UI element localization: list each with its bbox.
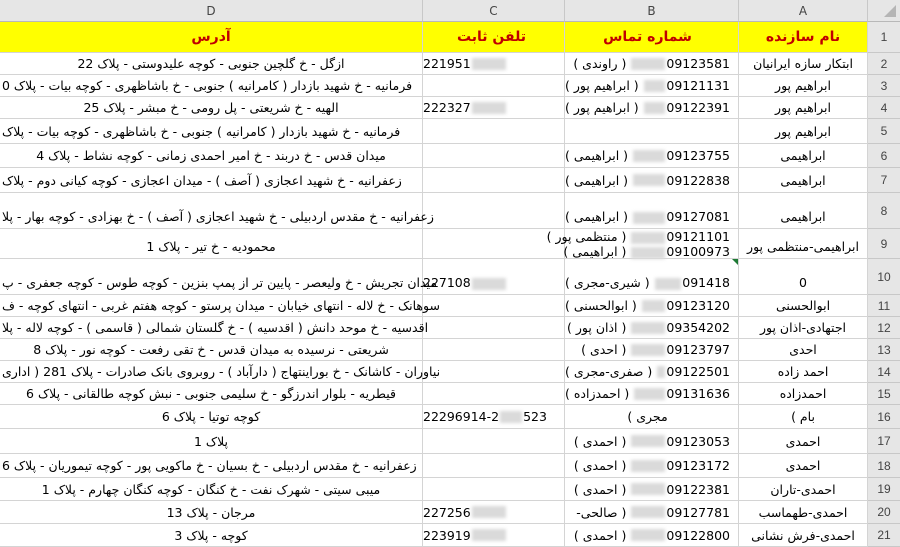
contact-number: 09100973 bbox=[666, 244, 730, 259]
phone-cell[interactable] bbox=[423, 144, 565, 168]
address-cell[interactable]: کوچه توتیا - پلاک 6 bbox=[0, 405, 423, 429]
contact-number: 09123797 bbox=[666, 342, 730, 357]
header-phone[interactable]: تلفن ثابت bbox=[423, 22, 565, 53]
address-cell[interactable]: پلاک 1 bbox=[0, 429, 423, 454]
contact-cell[interactable] bbox=[565, 501, 739, 524]
contact-cell[interactable] bbox=[565, 524, 739, 547]
contact-number: 09121131 bbox=[666, 78, 730, 93]
phone-cell[interactable] bbox=[423, 75, 565, 97]
row-number[interactable]: 14 bbox=[868, 361, 900, 383]
header-address[interactable]: آدرس bbox=[0, 22, 423, 53]
contact-cell[interactable] bbox=[565, 454, 739, 478]
phone-cell[interactable] bbox=[423, 478, 565, 501]
row-number[interactable]: 7 bbox=[868, 168, 900, 193]
phone-cell[interactable] bbox=[423, 429, 565, 454]
redacted-blur bbox=[631, 232, 665, 244]
address-cell[interactable]: سوهانک - خ لاله - انتهای خیابان - میدان پرستو - کوچه هفتم غربی - انتهای کوچه - ف bbox=[0, 295, 423, 317]
column-header-b[interactable] bbox=[565, 0, 739, 22]
column-letter: D bbox=[206, 3, 216, 18]
contact-number: 09123053 bbox=[666, 433, 730, 449]
table-row bbox=[0, 53, 900, 75]
redacted-blur bbox=[631, 529, 665, 541]
contact-cell[interactable] bbox=[565, 144, 739, 168]
maker-cell[interactable]: ابراهیم پور bbox=[739, 119, 868, 144]
redacted-blur bbox=[633, 150, 665, 162]
contact-number: 09122391 bbox=[666, 100, 730, 115]
redacted-blur bbox=[634, 388, 665, 400]
contact-cell[interactable] bbox=[565, 429, 739, 454]
redacted-blur bbox=[655, 278, 682, 290]
table-row bbox=[0, 119, 900, 144]
contact-cell[interactable] bbox=[565, 361, 739, 383]
contact-cell[interactable] bbox=[565, 53, 739, 75]
table-row bbox=[0, 295, 900, 317]
redacted-blur bbox=[631, 506, 665, 518]
phone-cell[interactable] bbox=[423, 295, 565, 317]
contact-cell[interactable] bbox=[565, 405, 739, 429]
row-number[interactable]: 13 bbox=[868, 339, 900, 361]
contact-cell[interactable] bbox=[565, 317, 739, 339]
contact-name: ( ابراهیمی ) bbox=[565, 148, 629, 163]
table-row bbox=[0, 259, 900, 295]
select-all-icon bbox=[884, 5, 896, 17]
maker-cell[interactable]: بام ) bbox=[739, 405, 868, 429]
contact-cell[interactable] bbox=[565, 168, 739, 193]
maker-cell[interactable]: ابراهیمی-منتظمی پور bbox=[739, 229, 868, 259]
header-maker[interactable]: نام سازنده bbox=[739, 22, 868, 53]
address-cell[interactable]: شریعتی - نرسیده به میدان قدس - خ تقی رفعت - کوچه نور - پلاک 8 bbox=[0, 339, 423, 361]
row-number[interactable]: 9 bbox=[868, 229, 900, 259]
contact-name: ( ابراهیمی ) bbox=[563, 244, 627, 259]
contact-cell[interactable] bbox=[565, 295, 739, 317]
redacted-blur bbox=[633, 174, 665, 186]
address-cell[interactable]: مرجان - پلاک 13 bbox=[0, 501, 423, 524]
maker-cell[interactable]: ابراهیم پور bbox=[739, 75, 868, 97]
contact-number: 09122501 bbox=[666, 364, 730, 379]
contact-name: مجری ) bbox=[627, 409, 668, 424]
row-number[interactable]: 10 bbox=[868, 259, 900, 295]
address-cell[interactable]: اقدسیه - خ موحد دانش ( اقدسیه ) - خ گلستان شمالی ( قاسمی ) - کوچه لاله - پلا bbox=[0, 317, 423, 339]
table-row bbox=[0, 478, 900, 501]
contact-number: 09123120 bbox=[666, 298, 730, 313]
redacted-blur bbox=[633, 212, 665, 224]
header-contact[interactable]: شماره تماس bbox=[565, 22, 739, 53]
contact-name: ( احمدی ) bbox=[573, 433, 627, 449]
contact-cell[interactable] bbox=[565, 193, 739, 229]
table-row bbox=[0, 168, 900, 193]
select-all-button[interactable] bbox=[868, 0, 900, 22]
address-cell[interactable]: میبی سیتی - شهرک نفت - خ کنگان - کوچه کنگان چهارم - پلاک 1 bbox=[0, 478, 423, 501]
maker-cell[interactable]: احمد زاده bbox=[739, 361, 868, 383]
row-number[interactable]: 2 bbox=[868, 53, 900, 75]
table-row bbox=[0, 317, 900, 339]
contact-cell[interactable] bbox=[546, 229, 739, 259]
table-row bbox=[0, 383, 900, 405]
contact-number: 09127081 bbox=[666, 209, 730, 224]
contact-name: ( اذان پور ) bbox=[567, 320, 627, 335]
phone-value: 22296914-2 bbox=[423, 409, 500, 424]
row-number[interactable]: 8 bbox=[868, 193, 900, 229]
contact-name: ( صفری-مجری ) bbox=[565, 364, 653, 379]
table-row bbox=[0, 524, 900, 547]
maker-cell[interactable]: ابوالحسنی bbox=[739, 295, 868, 317]
contact-number: 09131636 bbox=[666, 386, 730, 401]
phone-cell[interactable] bbox=[423, 501, 565, 524]
phone-cell[interactable] bbox=[423, 383, 565, 405]
column-header-a[interactable] bbox=[739, 0, 868, 22]
address-cell[interactable]: فرمانیه - خ شهید بازدار ( کامرانیه ) جنوبی - خ باشاظهری - کوچه بیات - پلاک 0 bbox=[0, 75, 423, 97]
table-row bbox=[0, 75, 900, 97]
contact-name: ( صالحی- bbox=[576, 504, 627, 520]
row-number[interactable]: 21 bbox=[868, 524, 900, 547]
contact-cell[interactable] bbox=[565, 75, 739, 97]
contact-name: ( منتظمی پور ) bbox=[546, 229, 627, 244]
column-header-c[interactable] bbox=[423, 0, 565, 22]
redacted-blur bbox=[472, 102, 506, 114]
maker-cell[interactable]: ابتکار سازه ایرانیان bbox=[739, 53, 868, 75]
redacted-blur bbox=[644, 80, 666, 92]
redacted-blur bbox=[631, 460, 665, 472]
table-row bbox=[0, 144, 900, 168]
maker-cell[interactable]: احمدزاده bbox=[739, 383, 868, 405]
row-number[interactable]: 4 bbox=[868, 97, 900, 119]
row-number[interactable]: 15 bbox=[868, 383, 900, 405]
phone-cell[interactable] bbox=[423, 259, 565, 295]
maker-cell[interactable]: احدی bbox=[739, 339, 868, 361]
redacted-blur bbox=[472, 529, 506, 541]
table-row bbox=[0, 193, 900, 229]
redacted-blur bbox=[631, 58, 665, 70]
redacted-blur bbox=[644, 102, 666, 114]
row-number[interactable]: 3 bbox=[868, 75, 900, 97]
contact-cell[interactable] bbox=[565, 119, 739, 144]
redacted-blur bbox=[631, 322, 665, 334]
maker-cell[interactable]: احمدی-تاران bbox=[739, 478, 868, 501]
row-number[interactable]: 19 bbox=[868, 478, 900, 501]
redacted-blur bbox=[472, 58, 506, 70]
phone-cell[interactable] bbox=[423, 361, 565, 383]
phone-cell[interactable] bbox=[423, 524, 565, 547]
contact-number: 091418 bbox=[682, 275, 730, 290]
row-number[interactable]: 12 bbox=[868, 317, 900, 339]
row-number[interactable]: 17 bbox=[868, 429, 900, 454]
row-number[interactable]: 6 bbox=[868, 144, 900, 168]
contact-name: ( راوندی ) bbox=[573, 56, 627, 71]
phone-value: 227256 bbox=[423, 504, 471, 520]
redacted-blur bbox=[472, 506, 506, 518]
maker-cell[interactable]: اجتهادی-اذان پور bbox=[739, 317, 868, 339]
redacted-blur bbox=[500, 411, 522, 423]
maker-cell[interactable]: ابراهیم پور bbox=[739, 97, 868, 119]
row-number[interactable]: 18 bbox=[868, 454, 900, 478]
row-number[interactable]: 20 bbox=[868, 501, 900, 524]
phone-value: 221951 bbox=[423, 56, 471, 71]
contact-name: ( احمدزاده ) bbox=[565, 386, 630, 401]
row-number[interactable]: 1 bbox=[868, 22, 900, 53]
column-letter: A bbox=[798, 3, 808, 18]
contact-number: 09123755 bbox=[666, 148, 730, 163]
table-row bbox=[0, 405, 900, 429]
maker-cell[interactable]: احمدی bbox=[739, 429, 868, 454]
maker-cell[interactable]: ابراهیمی bbox=[739, 193, 868, 229]
address-cell[interactable]: میدان قدس - خ دربند - خ امیر احمدی زمانی - کوچه نشاط - پلاک 4 bbox=[0, 144, 423, 168]
phone-cell[interactable] bbox=[423, 168, 565, 193]
contact-name: ( احمدی ) bbox=[573, 527, 627, 543]
phone-value: 222327 bbox=[423, 100, 471, 115]
redacted-blur bbox=[472, 278, 506, 290]
column-letter: C bbox=[489, 3, 498, 18]
phone-cell[interactable] bbox=[423, 339, 565, 361]
address-cell[interactable]: زعفرانیه - خ مقدس اردبیلی - خ شهید اعجازی ( آصف ) - خ بهزادی - کوچه بهار - پلا bbox=[0, 193, 423, 229]
contact-cell[interactable] bbox=[565, 259, 739, 295]
contact-name: ( ابراهیمی ) bbox=[565, 209, 629, 224]
contact-number: 09121101 bbox=[666, 229, 730, 244]
contact-cell[interactable] bbox=[565, 339, 739, 361]
maker-cell[interactable]: احمدی bbox=[739, 454, 868, 478]
maker-cell[interactable]: 0 bbox=[739, 259, 868, 295]
address-cell[interactable]: زعفرانیه - خ مقدس اردبیلی - خ بسیان - خ ماکویی پور - کوچه تیموریان - پلاک 6 bbox=[0, 454, 423, 478]
maker-cell[interactable]: ابراهیمی bbox=[739, 168, 868, 193]
phone-cell[interactable] bbox=[423, 97, 565, 119]
contact-number: 09122800 bbox=[666, 527, 730, 543]
redacted-blur bbox=[631, 247, 665, 259]
row-number[interactable]: 11 bbox=[868, 295, 900, 317]
address-cell[interactable]: محمودیه - خ تیر - پلاک 1 bbox=[0, 229, 423, 259]
address-cell[interactable]: الهیه - خ شریعتی - پل رومی - خ مبشر - پلاک 25 bbox=[0, 97, 423, 119]
row-number[interactable]: 16 bbox=[868, 405, 900, 429]
contact-name: ( ابوالحسنی ) bbox=[565, 298, 637, 313]
contact-name: ( احدی ) bbox=[581, 342, 627, 357]
contact-line bbox=[547, 229, 730, 244]
header-row bbox=[0, 22, 900, 53]
phone-value: 223919 bbox=[423, 527, 471, 543]
table-row bbox=[0, 361, 900, 383]
column-letter: B bbox=[647, 3, 656, 18]
table-row bbox=[0, 501, 900, 524]
contact-number: 09123172 bbox=[666, 458, 730, 473]
address-cell[interactable]: ازگل - خ گلچین جنوبی - کوچه علیدوستی - پلاک 22 bbox=[0, 53, 423, 75]
table-row bbox=[0, 339, 900, 361]
contact-cell[interactable] bbox=[565, 478, 739, 501]
contact-name: ( شیری-مجری ) bbox=[565, 275, 650, 290]
contact-number: 09354202 bbox=[666, 320, 730, 335]
address-cell[interactable]: قیطریه - بلوار اندرزگو - خ سلیمی جنوبی - نبش کوچه طالقانی - پلاک 6 bbox=[0, 383, 423, 405]
address-cell[interactable]: زعفرانیه - خ شهید اعجازی ( آصف ) - میدان اعجازی - کوچه کیانی دوم - پلاک bbox=[0, 168, 423, 193]
address-cell[interactable]: فرمانیه - خ شهید بازدار ( کامرانیه ) جنوبی - خ باشاظهری - کوچه بیات - پلاک bbox=[0, 119, 423, 144]
contact-name: ( ابراهیم پور ) bbox=[565, 100, 639, 115]
address-cell[interactable]: نیاوران - کاشانک - خ بوراینتهاج ( دارآباد ) - روبروی بانک صادرات - پلاک 281 ( اداری bbox=[0, 361, 423, 383]
row-number[interactable]: 5 bbox=[868, 119, 900, 144]
phone-value-tail: 523 bbox=[523, 409, 547, 424]
comment-indicator[interactable] bbox=[732, 259, 738, 265]
phone-cell[interactable] bbox=[423, 229, 565, 259]
redacted-blur bbox=[631, 344, 665, 356]
phone-cell[interactable] bbox=[423, 454, 565, 478]
phone-cell[interactable] bbox=[423, 405, 565, 429]
table-row bbox=[0, 454, 900, 478]
contact-name: ( ابراهیمی ) bbox=[565, 172, 629, 188]
address-cell[interactable]: میدان تجریش - خ ولیعصر - پایین تر از پمپ بنزین - کوچه طوس - کوچه جعفری - پ bbox=[0, 259, 423, 295]
table-row bbox=[0, 429, 900, 454]
redacted-blur bbox=[631, 483, 665, 495]
column-header-d[interactable] bbox=[0, 0, 423, 22]
maker-cell[interactable]: احمدی-طهماسب bbox=[739, 501, 868, 524]
contact-number: 09123581 bbox=[666, 56, 730, 71]
contact-name: ( احمدی ) bbox=[573, 481, 627, 497]
contact-name: ( احمدی ) bbox=[573, 458, 627, 473]
table-row bbox=[0, 97, 900, 119]
phone-value: 227108 bbox=[423, 275, 471, 290]
redacted-blur bbox=[642, 300, 666, 312]
contact-name: ( ابراهیم پور ) bbox=[565, 78, 639, 93]
contact-number: 09122381 bbox=[666, 481, 730, 497]
phone-cell[interactable] bbox=[423, 119, 565, 144]
contact-number: 09122838 bbox=[666, 172, 730, 188]
contact-cell[interactable] bbox=[565, 383, 739, 405]
maker-cell[interactable]: احمدی-فرش نشانی bbox=[739, 524, 868, 547]
redacted-blur bbox=[631, 435, 665, 447]
redacted-blur bbox=[657, 366, 665, 378]
table-row bbox=[0, 229, 900, 259]
phone-cell[interactable] bbox=[423, 193, 565, 229]
address-cell[interactable]: کوچه - پلاک 3 bbox=[0, 524, 423, 547]
contact-cell[interactable] bbox=[565, 97, 739, 119]
phone-cell[interactable] bbox=[423, 317, 565, 339]
contact-line bbox=[563, 244, 730, 259]
maker-cell[interactable]: ابراهیمی bbox=[739, 144, 868, 168]
phone-cell[interactable] bbox=[423, 53, 565, 75]
contact-number: 09127781 bbox=[666, 504, 730, 520]
